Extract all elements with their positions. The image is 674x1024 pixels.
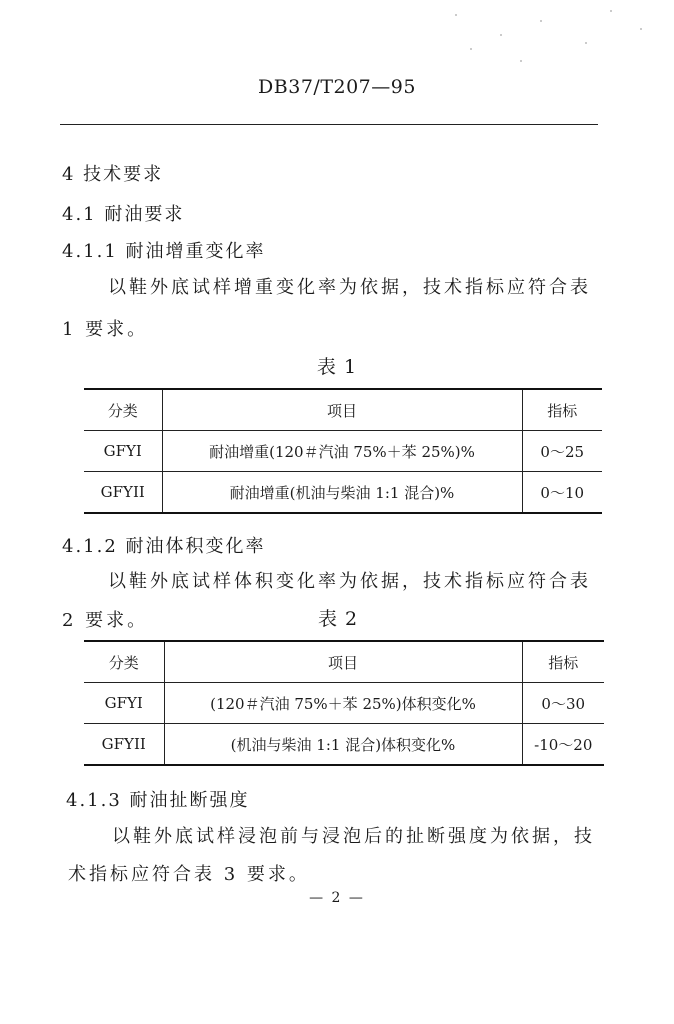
table-cell: GFYII <box>84 724 164 766</box>
section-4-1-1-paragraph-line2: 1 要求。 <box>62 319 149 340</box>
table-cell: 耐油增重(机油与柴油 1:1 混合)% <box>162 472 522 514</box>
page-number: — 2 — <box>309 890 365 906</box>
table-cell: 分类 <box>84 389 162 431</box>
section-4-1-3-paragraph-line2: 术指标应符合表 3 要求。 <box>68 864 310 885</box>
table-cell: 指标 <box>522 641 604 683</box>
section-4-1-2-paragraph-line2: 2 要求。 <box>62 610 149 631</box>
table-cell: 分类 <box>84 641 164 683</box>
section-4-1-3-heading: 4.1.3 耐油扯断强度 <box>66 790 250 811</box>
section-4-1-1-paragraph-line1: 以鞋外底试样增重变化率为依据，技术指标应符合表 <box>108 277 591 298</box>
table-1-caption: 表 1 <box>316 356 358 378</box>
table-1 <box>84 388 602 514</box>
table-cell: -10～20 <box>522 724 604 766</box>
section-4-1-3-paragraph-line1: 以鞋外底试样浸泡前与浸泡后的扯断强度为依据，技 <box>112 826 595 847</box>
table-cell: GFYII <box>84 472 162 514</box>
table-cell: 0～10 <box>522 472 602 514</box>
table-1-header-row <box>84 389 602 431</box>
table-cell: GFYI <box>84 431 162 472</box>
table-cell: 0～25 <box>522 431 602 472</box>
table-cell: 项目 <box>162 389 522 431</box>
section-4-1-2-paragraph-line1: 以鞋外底试样体积变化率为依据，技术指标应符合表 <box>108 571 591 592</box>
section-4-1-heading: 4.1 耐油要求 <box>62 204 185 225</box>
table-cell: 项目 <box>164 641 522 683</box>
table-cell: 耐油增重(120＃汽油 75%＋苯 25%)% <box>162 431 522 472</box>
table-row <box>84 472 602 514</box>
table-2-header-row <box>84 641 604 683</box>
table-cell: (120＃汽油 75%＋苯 25%)体积变化% <box>164 683 522 724</box>
table-cell: (机油与柴油 1:1 混合)体积变化% <box>164 724 522 766</box>
table-2-caption: 表 2 <box>318 608 359 630</box>
header-rule <box>60 124 598 125</box>
table-cell: 0～30 <box>522 683 604 724</box>
section-4-heading: 4 技术要求 <box>62 164 164 185</box>
table-2 <box>84 640 604 766</box>
table-row <box>84 431 602 472</box>
section-4-1-2-heading: 4.1.2 耐油体积变化率 <box>62 536 266 557</box>
table-row <box>84 724 604 766</box>
document-number: DB37/T207—95 <box>258 76 416 98</box>
table-cell: GFYI <box>84 683 164 724</box>
section-4-1-1-heading: 4.1.1 耐油增重变化率 <box>62 241 266 262</box>
table-row <box>84 683 604 724</box>
table-cell: 指标 <box>522 389 602 431</box>
